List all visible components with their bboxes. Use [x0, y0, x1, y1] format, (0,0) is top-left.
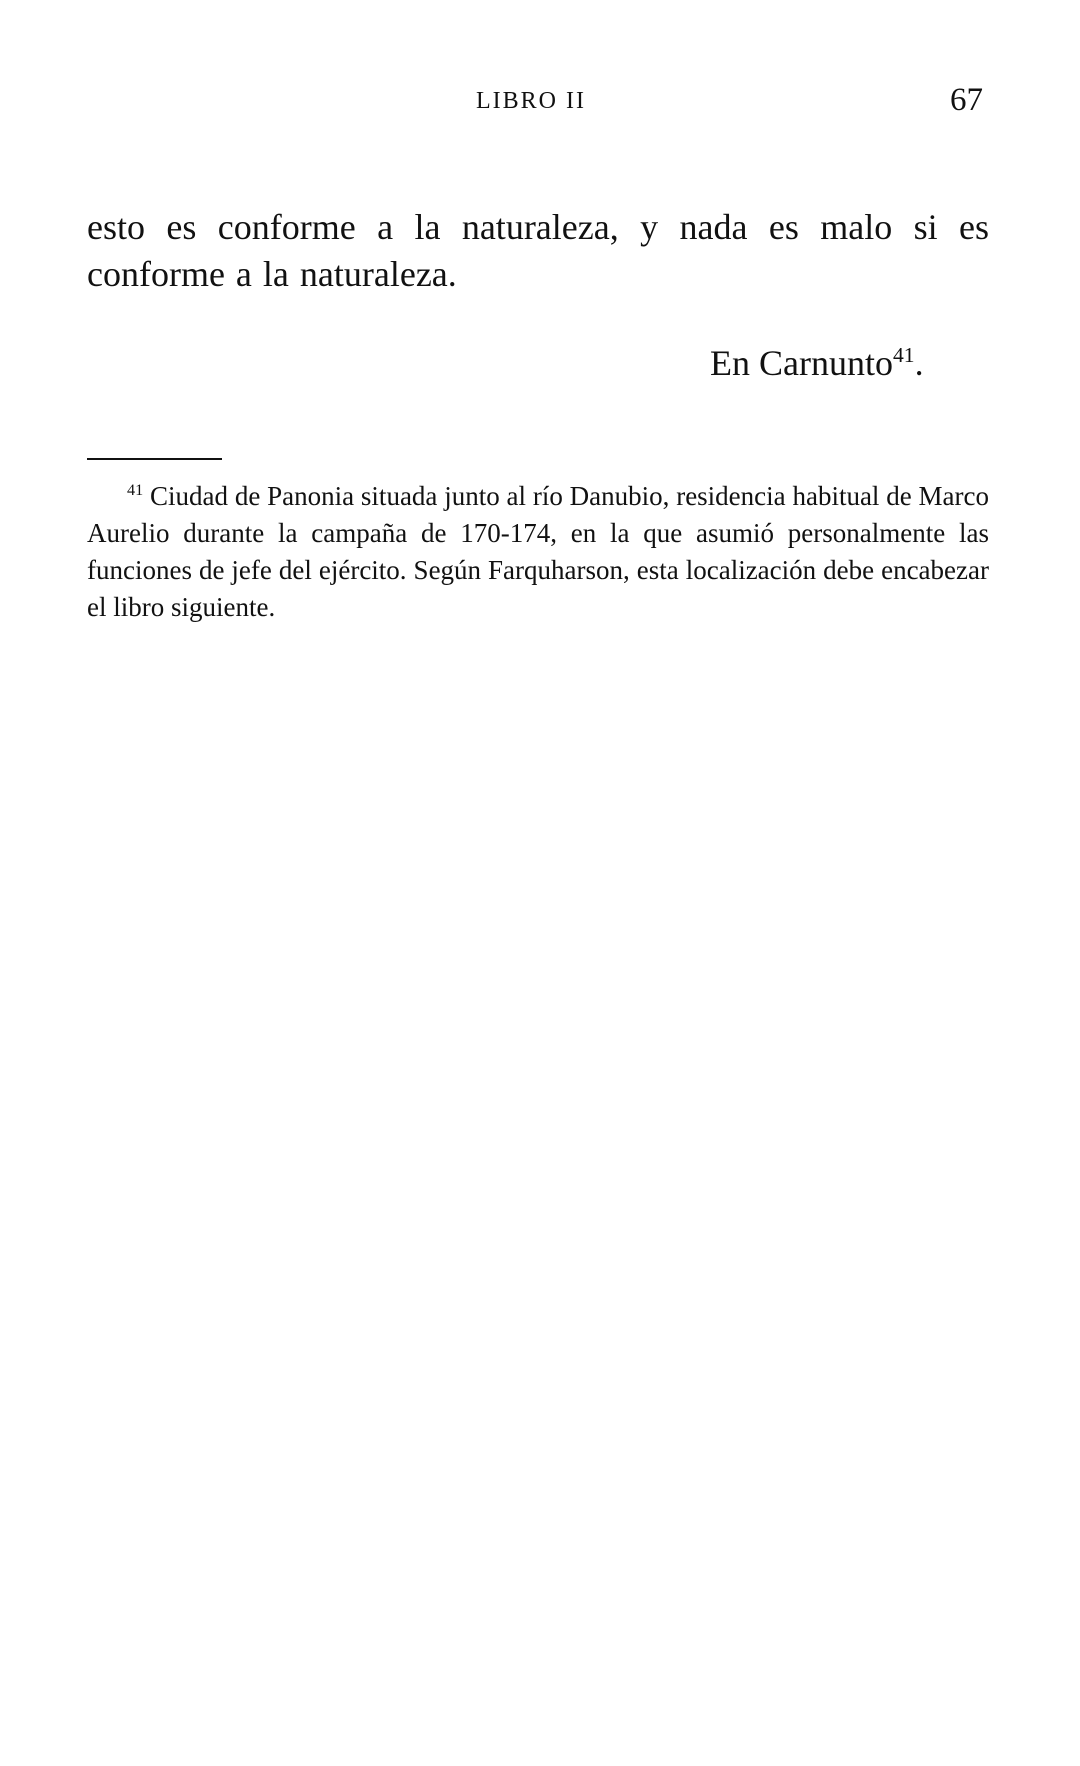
signature-end: . [914, 343, 924, 383]
running-header [0, 82, 1080, 122]
footnote-text: Ciudad de Panonia situada junto al río Danubio, residencia habitual de Marco Aurelio durante la campaña de 170-174, en la que asumió personalmente las funciones de jefe del ejército. Según Farquharson, esta localización debe encabezar el libro siguiente. [87, 481, 990, 622]
body-paragraph: esto es conforme a la naturaleza, y nada es malo si es conforme a la naturaleza. [87, 207, 989, 294]
signature-text: En Carnunto [710, 343, 893, 383]
footnote-divider [87, 458, 222, 460]
place-signature [710, 342, 924, 384]
page-number: 67 [950, 82, 983, 118]
footnote [87, 478, 989, 626]
footnote-reference: 41 [892, 343, 915, 367]
running-title: LIBRO II [476, 88, 586, 114]
footnote-marker: 41 [127, 481, 144, 499]
